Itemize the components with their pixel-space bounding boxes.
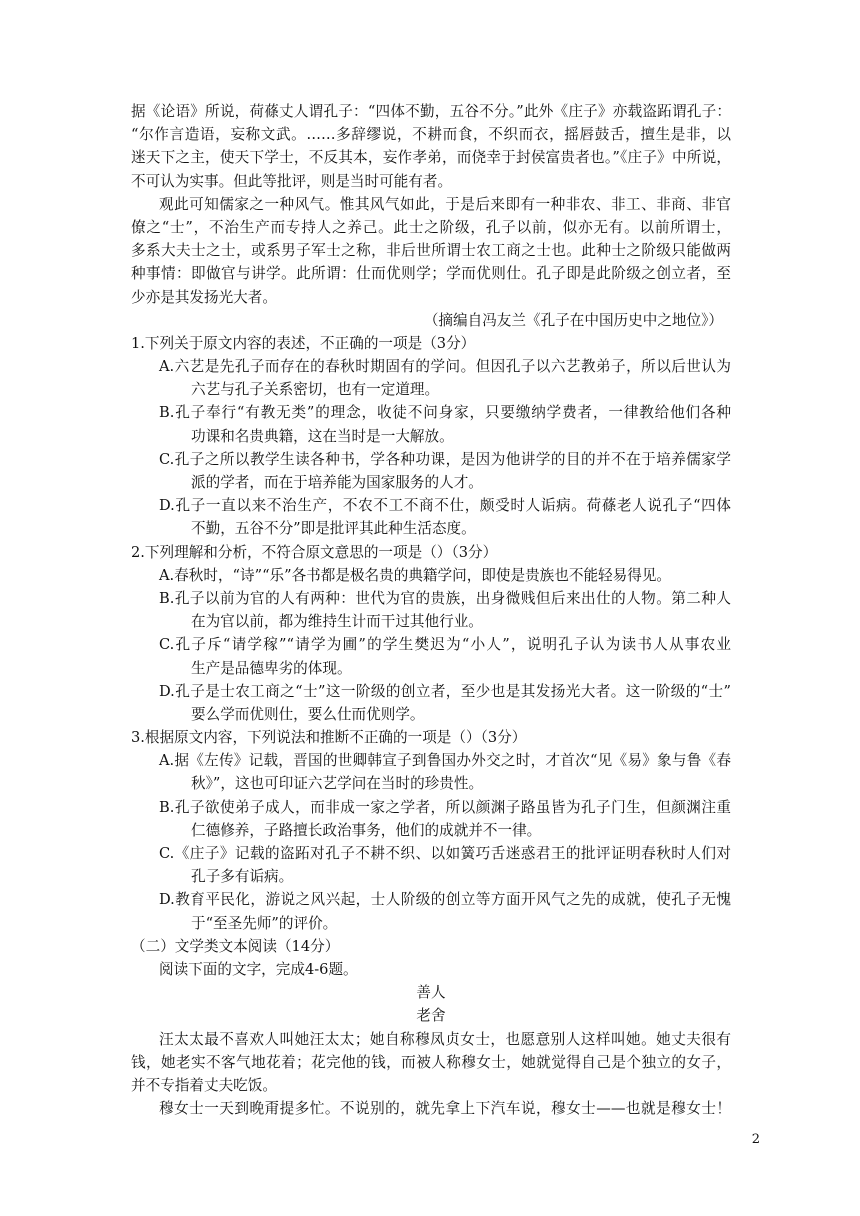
story-line: 钱，她老实不客气地花着；花完他的钱，而被人称穆女士，她就觉得自己是个独立的女子，	[131, 1053, 731, 1071]
story-title: 善人	[416, 984, 446, 1002]
section-instruction: 阅读下面的文字，完成4-6题。	[159, 960, 358, 978]
question-stem: 3.根据原文内容，下列说法和推断不正确的一项是（）（3分）	[131, 729, 527, 747]
passage-line: 据《论语》所说，荷蓧丈人谓孔子：“四体不勤，五谷不分。”此外《庄子》亦载盗跖谓孔子：	[131, 103, 731, 120]
option-c-line1: C.《庄子》记载的盗跖对孔子不耕不织、以如簧巧舌迷惑君王的批评证明春秋时人们对	[159, 845, 731, 862]
section-heading: （二）文学类文本阅读（14分）	[131, 937, 340, 955]
option-b-line2: 功课和名贵典籍，这在当时是一大解放。	[191, 427, 454, 445]
passage-line: 少亦是其发扬光大者。	[131, 288, 277, 306]
passage-source: （摘编自冯友兰《孔子在中国历史中之地位》）	[423, 311, 723, 329]
passage-line: 迷天下之主，使天下学士，不反其本，妄作孝弟，而侥幸于封侯富贵者也。”《庄子》中所说，	[131, 149, 731, 167]
option-a-line2: 秋》”，这也可印证六艺学问在当时的珍贵性。	[191, 775, 484, 793]
option-d-line2: 要么学而优则仕，要么仕而优则学。	[191, 705, 425, 723]
option-d-line2: 于“至圣先师”的评价。	[191, 914, 338, 932]
passage-line: 僚之“士”，不治生产而专持人之养己。此士之阶级，孔子以前，似亦无有。以前所谓士，	[131, 218, 731, 236]
passage-line: 多系大夫士之士，或系男子军士之称，非后世所谓士农工商之士也。此种士之阶级只能做两	[131, 242, 731, 260]
option-d-line1: D.孔子是士农工商之“士”这一阶级的创立者，至少也是其发扬光大者。这一阶级的“士”	[159, 682, 731, 700]
passage-line: 不可认为实事。但此等批评，则是当时可能有者。	[131, 172, 453, 190]
option-d-line2: 不勤，五谷不分”即是批评其此种生活态度。	[191, 520, 476, 538]
option-c-line2: 孔子多有诟病。	[191, 868, 294, 886]
option-a-line1: A.六艺是先孔子而存在的春秋时期固有的学问。但因孔子以六艺教弟子，所以后世认为	[159, 358, 731, 376]
option-c-line1: C.孔子斥“请学稼”“请学为圃”的学生樊迟为“小人”，说明孔子认为读书人从事农业	[159, 636, 731, 654]
page-content	[131, 100, 731, 1120]
option-a-line2: 六艺与孔子关系密切，也有一定道理。	[191, 381, 440, 399]
option-b-line1: B.孔子以前为官的人有两种：世代为官的贵族，出身微贱但后来出仕的人物。第二种人	[159, 589, 731, 607]
passage-line: 种事情：即做官与讲学。此所谓：仕而优则学；学而优则仕。孔子即是此阶级之创立者，至	[131, 265, 731, 283]
question-stem: 1.下列关于原文内容的表述，不正确的一项是（3分）	[131, 334, 476, 352]
option-c-line1: C.孔子之所以教学生读各种书，学各种功课，是因为他讲学的目的并不在于培养儒家学	[159, 450, 731, 468]
page-number: 2	[751, 1132, 760, 1147]
story-line: 穆女士一天到晚甭提多忙。不说别的，就先拿上下汽车说，穆女士——也就是穆女士！	[159, 1100, 731, 1118]
option-a-line1: A.据《左传》记载，晋国的世卿韩宣子到鲁国办外交之时，才首次“见《易》象与鲁《春	[159, 752, 731, 770]
story-line: 并不专指着丈夫吃饭。	[131, 1076, 277, 1094]
option-a-line1: A.春秋时，“诗”“乐”各书都是极名贵的典籍学问，即使是贵族也不能轻易得见。	[159, 566, 672, 584]
option-d-line1: D.孔子一直以来不治生产，不农不工不商不仕，颇受时人诟病。荷蓧老人说孔子“四体	[159, 497, 731, 515]
story-line: 汪太太最不喜欢人叫她汪太太；她自称穆凤贞女士，也愿意别人这样叫她。她丈夫很有	[159, 1030, 731, 1048]
option-c-line2: 生产是品德卑劣的体现。	[191, 659, 352, 677]
passage-line: “尔作言造语，妄称文武。……多辞缪说，不耕而食，不织而衣，摇唇鼓舌，擅生是非，以	[131, 126, 731, 144]
option-d-line1: D.教育平民化，游说之风兴起，士人阶级的创立等方面开风气之先的成就，使孔子无愧	[159, 891, 731, 909]
option-b-line1: B.孔子欲使弟子成人，而非成一家之学者，所以颜渊子路虽皆为孔子门生，但颜渊注重	[159, 798, 731, 816]
story-author: 老舍	[416, 1007, 446, 1025]
passage-line: 观此可知儒家之一种风气。惟其风气如此，于是后来即有一种非农、非工、非商、非官	[159, 195, 731, 213]
option-b-line2: 在为官以前，都为维持生计而干过其他行业。	[191, 613, 483, 631]
option-b-line2: 仁德修养，子路擅长政治事务，他们的成就并不一律。	[191, 821, 542, 839]
option-b-line1: B.孔子奉行“有教无类”的理念，收徒不问身家，只要缴纳学费者，一律教给他们各种	[159, 404, 731, 422]
option-c-line2: 派的学者，而在于培养能为国家服务的人才。	[191, 474, 483, 491]
question-stem: 2.下列理解和分析，不符合原文意思的一项是（）（3分）	[131, 543, 498, 561]
